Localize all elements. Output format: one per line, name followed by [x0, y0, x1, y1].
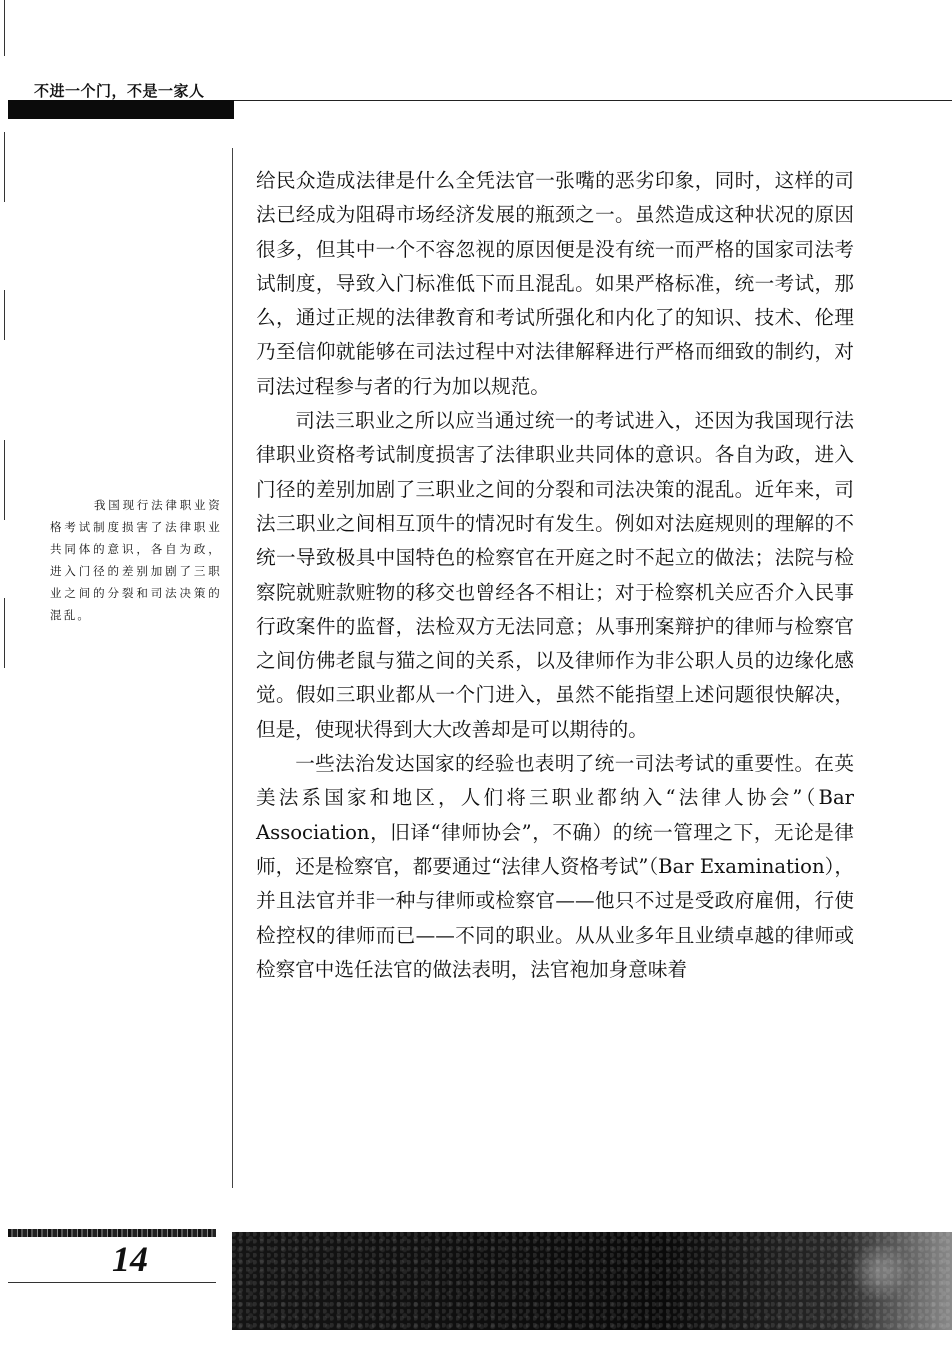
column-rule: [232, 148, 233, 1188]
paragraph-3: 一些法治发达国家的经验也表明了统一司法考试的重要性。在英美法系国家和地区，人们将三职业都纳入“法律人协会”（Bar Association，旧译“律师协会”，不确）的统一管理之下，无论是律师，还是检察官，都要通过“法律人资格考试”（Bar Examination），并且法官并非一种与律师或检察官——他只不过是受政府雇佣，行使检控权的律师而已——不同的职业。从从业多年且业绩卓越的律师或检察官中选任法官的做法表明，法官袍加身意味着: [256, 752, 854, 981]
header-rule: [234, 100, 952, 101]
header-bar: [8, 100, 234, 119]
page-number: 14: [112, 1239, 148, 1279]
body-text: [256, 164, 854, 987]
scan-edge-line: [4, 440, 5, 520]
footer-ornament-strip: [8, 1229, 216, 1237]
scan-edge-line: [4, 598, 5, 668]
paragraph-1: 给民众造成法律是什么全凭法官一张嘴的恶劣印象，同时，这样的司法已经成为阻碍市场经济发展的瓶颈之一。虽然造成这种状况的原因很多，但其中一个不容忽视的原因便是没有统一而严格的国家司法考试制度，导致入门标准低下而且混乱。如果严格标准，统一考试，那么，通过正规的法律教育和考试所强化和内化了的知识、技术、伦理乃至信仰就能够在司法过程中对法律解释进行严格而细致的制约，对司法过程参与者的行为加以规范。: [256, 169, 854, 398]
paragraph-2: 司法三职业之所以应当通过统一的考试进入，还因为我国现行法律职业资格考试制度损害了法律职业共同体的意识。各自为政，进入门径的差别加剧了三职业之间的分裂和司法决策的混乱。近年来，司法三职业之间相互顶牛的情况时有发生。例如对法庭规则的理解的不统一导致极具中国特色的检察官在开庭之时不起立的做法；法院与检察院就赃款赃物的移交也曾经各不相让；对于检察机关应否介入民事行政案件的监督，法检双方无法同意；从事刑案辩护的律师与检察官之间仿佛老鼠与猫之间的关系，以及律师作为非公职人员的边缘化感觉。假如三职业都从一个门进入，虽然不能指望上述问题很快解决，但是，使现状得到大大改善却是可以期待的。: [256, 409, 854, 741]
footer-dark-block: [232, 1232, 952, 1330]
running-header-title: 不进一个门，不是一家人: [34, 82, 205, 100]
footer-rule: [8, 1282, 216, 1283]
scan-edge-line: [4, 132, 5, 202]
margin-note: 我国现行法律职业资格考试制度损害了法律职业共同体的意识，各自为政，进入门径的差别加剧了三职业之间的分裂和司法决策的混乱。: [50, 498, 222, 622]
scan-edge-line: [4, 290, 5, 340]
scan-edge-line: [4, 0, 5, 56]
